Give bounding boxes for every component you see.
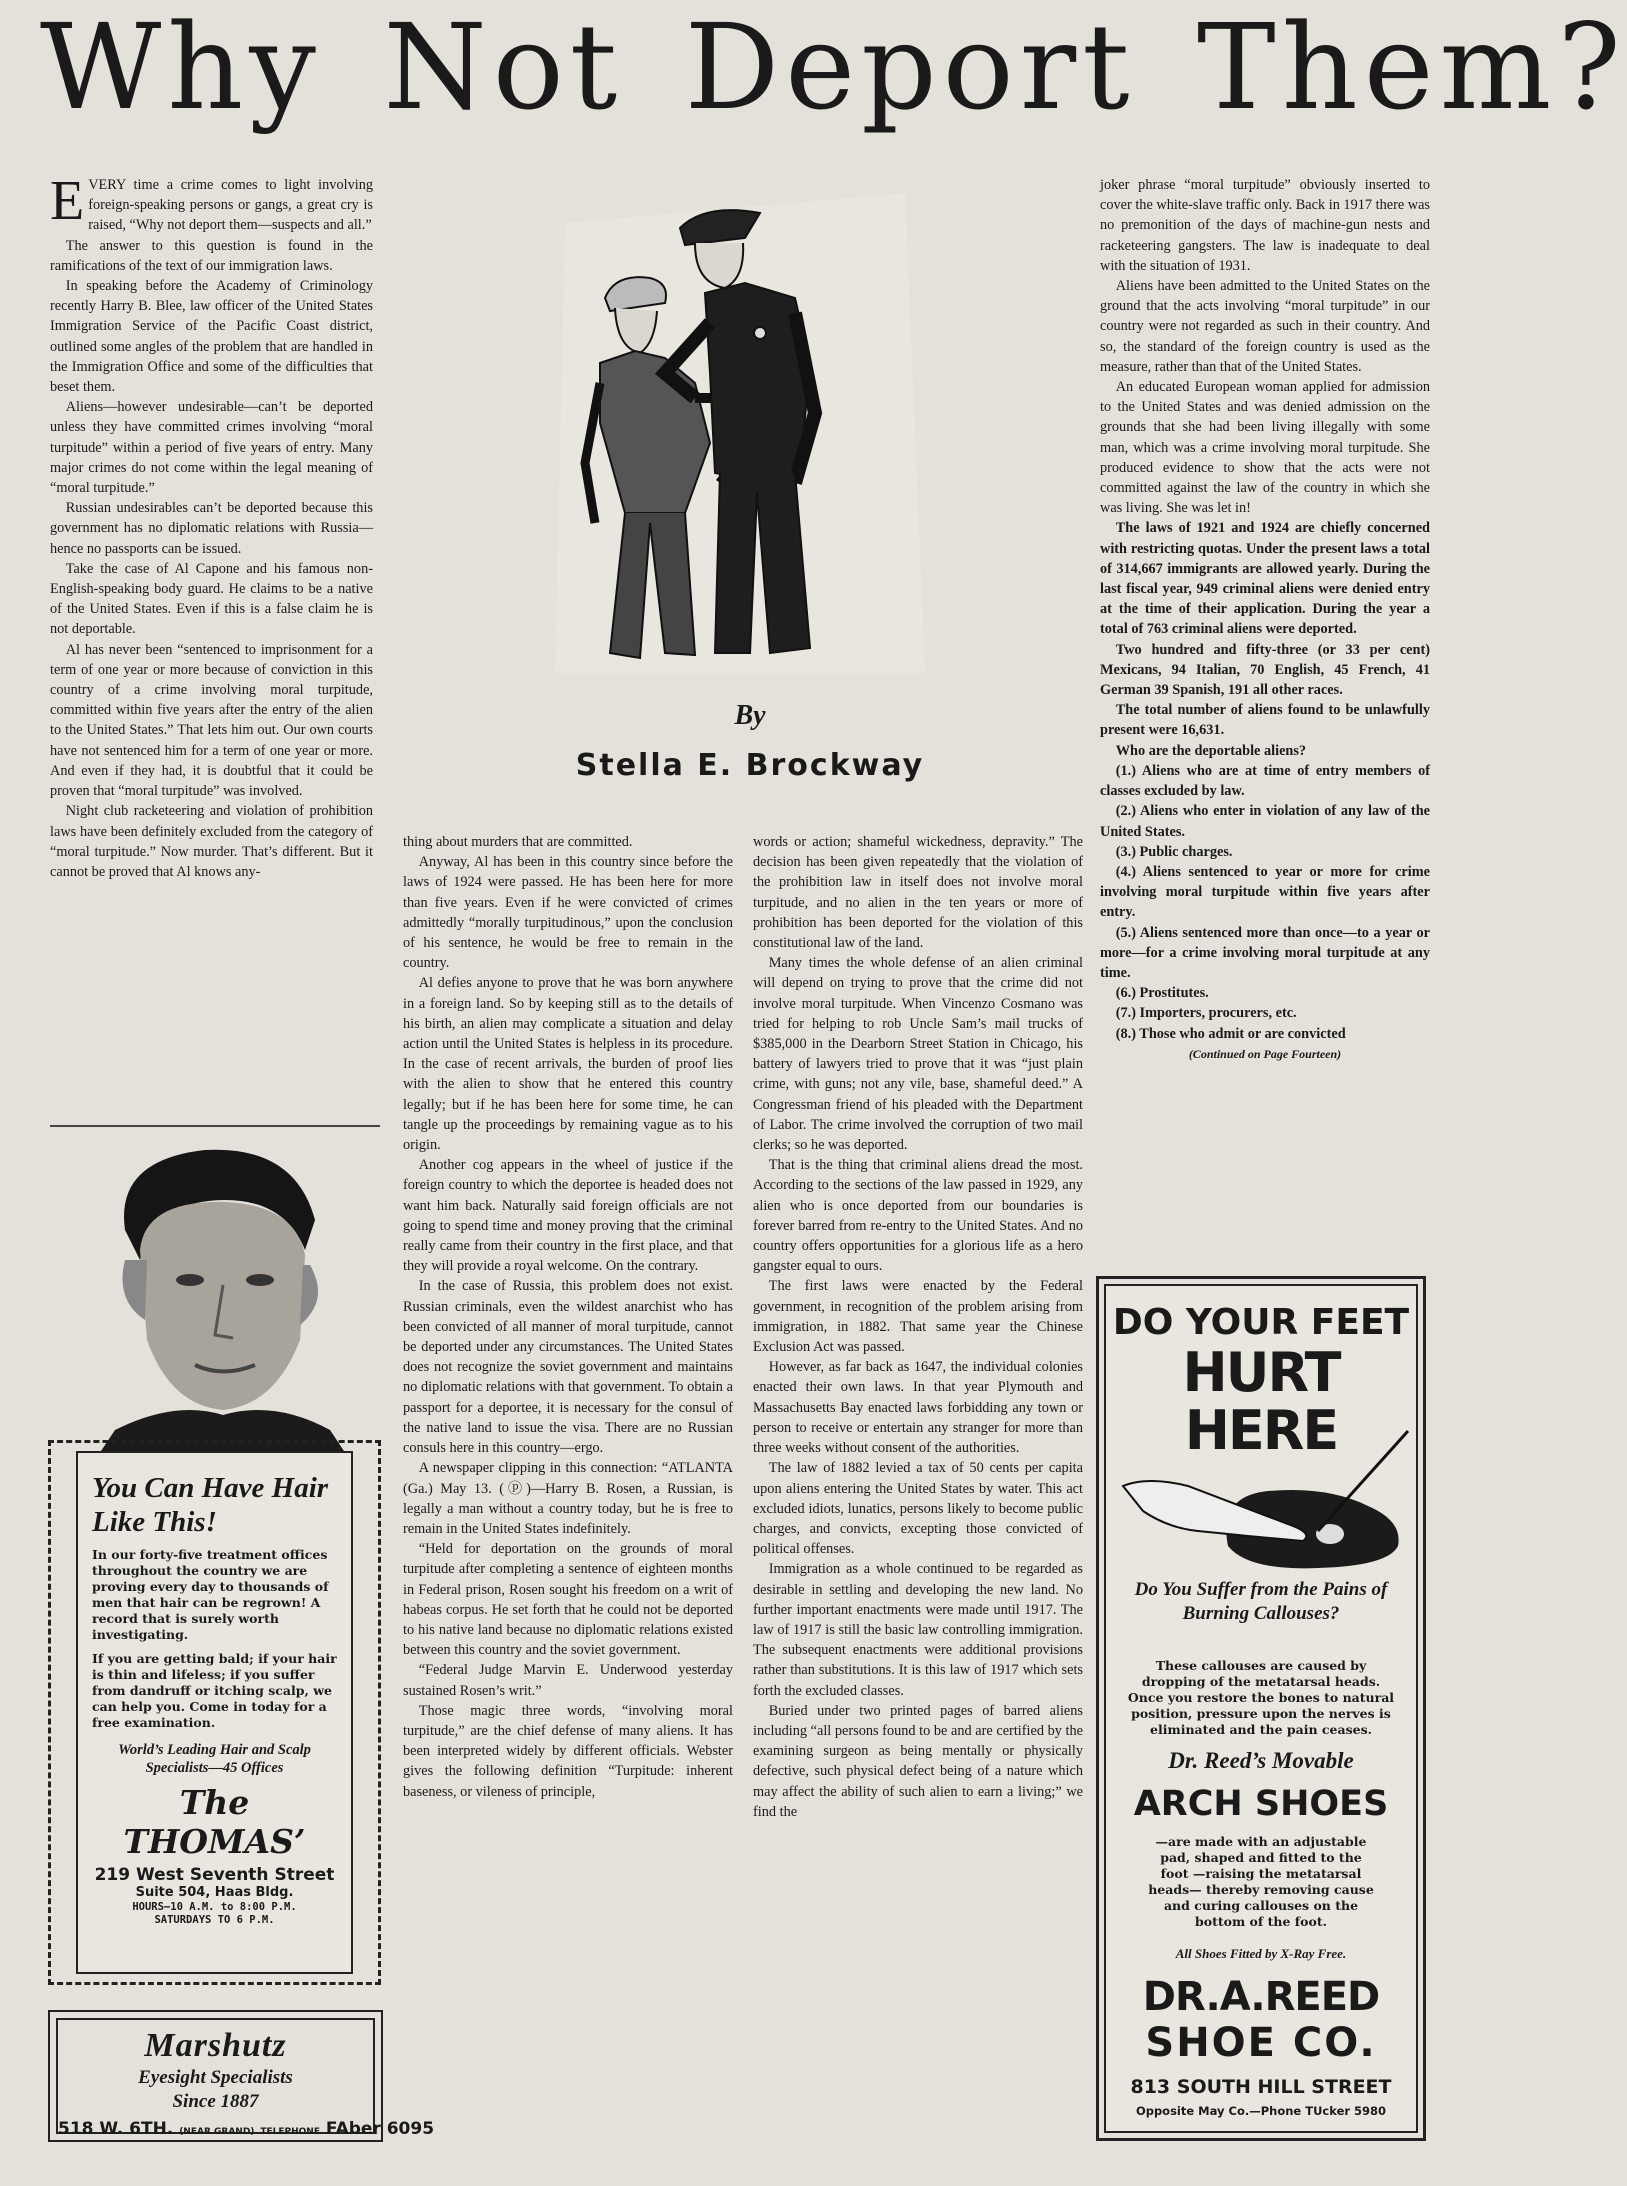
marshutz-near: (NEAR GRAND) [179, 2127, 255, 2137]
hair-ad-hours: HOURS—10 A.M. to 8:00 P.M. [132, 1901, 297, 1913]
hair-ad-tagline: World’s Leading Hair and Scalp Specialists—45 Offices [118, 1742, 311, 1776]
article-paragraph: Al has never been “sentenced to imprisonment for a term of one year or more because of conviction in this country of a crime involving moral turpitude, committed within five years after the entry of the alien to the United States.” That lets him out. Our own courts have not sentenced him for a term of one year or more. And even if they had, it is doubtful that it could be proven that “moral turpitude” was involved. [50, 641, 373, 800]
marshutz-address-line [58, 2118, 435, 2143]
article-column-2 [403, 832, 733, 2144]
marshutz-telephone-label: TELEPHONE [260, 2127, 320, 2137]
article-paragraph: An educated European woman applied for admission to the United States and was denied admission on the grounds that she had been living illegally with some man, which was a crime involving moral turpitude. She produced evidence to show that the acts were not committed against the law of the country in which she was living. She was let in! [1100, 379, 1430, 517]
man-portrait-photo [95, 1140, 350, 1460]
article-paragraph: The total number of aliens found to be unlawfully present were 16,631. [1100, 702, 1430, 739]
continued-note: (Continued on Page Fourteen) [1188, 1046, 1342, 1061]
hair-ad-inner [76, 1451, 353, 1974]
article-paragraph: (8.) Those who admit or are convicted [1115, 1025, 1346, 1042]
feet-ad-paragraph-1: These callouses are caused by dropping of the metatarsal heads. Once you restore the bones to natural position, pressure upon the nerves is eliminated and the pain ceases. [1127, 1658, 1395, 1737]
hair-ad [48, 1440, 381, 1985]
feet-ad-company-1: DR.A.REED [1142, 1974, 1380, 2020]
feet-ad-opposite: Opposite May Co.—Phone TUcker 5980 [1135, 2104, 1387, 2118]
article-paragraph: (5.) Aliens sentenced more than once—to a year or more—for a crime involving moral turpitude at any time. [1100, 924, 1430, 981]
marshutz-ad-inner [56, 2018, 435, 2139]
feet-ad-brand: Dr. Reed’s Movable [1168, 1748, 1354, 1773]
article-paragraph: words or action; shameful wickedness, depravity.” The decision has been given repeatedly that the violation of the prohibition law in itself does not involve moral turpitude, and no alien in the ten years or more of prohibition has been deported for the violation of this constitutional law of the land. [753, 834, 1083, 952]
hair-ad-saturday-hours: SATURDAYS TO 6 P.M. [154, 1914, 275, 1926]
article-paragraph: In the case of Russia, this problem does not exist. Russian criminals, even the wildest anarchist who has been convicted of all manner of moral turpitude, cannot be deported under any circumstances. The United States does not recognize the soviet government and maintains no diplomatic relations with that government. To obtain a passport for a deportee, it is necessary for the consul of the native land to issue the visa. There are no Russian consuls here in this country—ergo. [403, 1278, 733, 1457]
article-paragraph: (2.) Aliens who enter in violation of any law of the United States. [1100, 803, 1430, 840]
arch-shoes-ad-inner [1104, 1284, 1418, 2133]
article-paragraph: Immigration as a whole continued to be regarded as desirable in settling and developing the new land. No further important enactments were made until 1917. The law of 1917 is still the basic law controlling immigration. The subsequent enactments were additional provisions rather than substitutions. It is this law of 1917 which sets forth the excluded classes. [753, 1561, 1083, 1699]
article-paragraph: (7.) Importers, procurers, etc. [1115, 1005, 1297, 1022]
article-paragraph: “Held for deportation on the grounds of moral turpitude after completing a sentence of eighteen months in Federal prison, Rosen sought his freedom on a writ of habeas corpus. He set forth that he could not be deported to his native land because no diplomatic relations existed between this country and the soviet government. [403, 1541, 733, 1659]
article-paragraph: “Federal Judge Marvin E. Underwood yesterday sustained Rosen’s writ.” [403, 1662, 733, 1699]
article-paragraph: (6.) Prostitutes. [1115, 985, 1209, 1002]
pointing-hand-foot-icon [1118, 1416, 1418, 1581]
article-paragraph: Who are the deportable aliens? [1115, 742, 1307, 759]
article-paragraph: That is the thing that criminal aliens dread the most. According to the sections of the law passed in 1929, any alien who is once deported from our boundaries is forever barred from re-entry to the United States. And no country offers opportunities for a glorious life as a hero gangster equal to ours. [753, 1157, 1083, 1275]
article-paragraph: Buried under two printed pages of barred aliens including “all persons found to be and are certified by the examining surgeon as being mentally or physically defective, such physical defect being of a nature which may affect the ability of such alien to earn a living;” we find the [753, 1702, 1083, 1820]
police-arrest-illustration [545, 183, 930, 678]
hair-ad-paragraph-2: If you are getting bald; if your hair is thin and lifeless; if you suffer from dandruff or itching scalp, we can help you. Come in today for a free examination. [92, 1651, 337, 1730]
article-paragraph: The first laws were enacted by the Federal government, in recognition of the problem arising from immigration, in 1882. That same year the Chinese Exclusion Act was passed. [753, 1278, 1083, 1356]
article-column-1 [50, 170, 373, 1105]
article-paragraph: Another cog appears in the wheel of justice if the foreign country to which the deportee is headed does not want him back. Naturally said foreign officials are not going to spend time and money proving that the criminal really came from their country in the first place, and that they will provide a royal welcome. On the contrary. [403, 1157, 733, 1275]
article-paragraph: Two hundred and fifty-three (or 33 per cent) Mexicans, 94 Italian, 70 English, 45 French, 41 German 39 Spanish, 191 all other races. [1100, 641, 1430, 699]
article-paragraph: Those magic three words, “involving moral turpitude,” are the chief defense of many aliens. It has been interpreted widely by different officials. Webster gives the following definition “Turpitude: inherent baseness, or vileness of principle, [403, 1702, 733, 1800]
article-paragraph: Aliens—however undesirable—can’t be deported unless they have committed crimes involving “moral turpitude” within a period of five years of entry. Many major crimes do not come within the legal meaning of “moral turpitude.” [50, 399, 373, 497]
headline: Why Not Deport Them? [40, 0, 1627, 136]
article-paragraph: thing about murders that are committed. [403, 834, 633, 850]
feet-ad-company-2: SHOE CO. [1145, 2020, 1377, 2066]
marshutz-ad [48, 2010, 435, 2142]
article-paragraph: Aliens have been admitted to the United States on the ground that the acts involving “moral turpitude” in our country were not regarded as such in their country. And so, the standard of the foreign country is used as the measure, rather than that of the United States. [1100, 278, 1430, 375]
article-paragraph: (1.) Aliens who are at time of entry members of classes excluded by law. [1100, 762, 1430, 800]
article-paragraph: (4.) Aliens sentenced to year or more for crime involving moral turpitude within five years after entry. [1100, 863, 1430, 921]
article-paragraph: Take the case of Al Capone and his famous non-English-speaking body guard. He claims to be a native of the United States. Even if this is a false claim he is not deportable. [50, 560, 373, 638]
article-paragraph: In speaking before the Academy of Criminology recently Harry B. Blee, law officer of the United States Immigration Service of the Pacific Coast district, outlined some angles of the problem that are handled in the Immigration Office and some of the difficulties that beset them. [50, 278, 373, 396]
article-paragraph: A newspaper clipping in this connection: “ATLANTA (Ga.) May 13. (ⓟ)—Harry B. Rosen, a Russian, is legally a man without a country today, but he is free to remain in the United States indefinitely. [403, 1460, 733, 1537]
article-paragraph: Al defies anyone to prove that he was born anywhere in a foreign land. So by keeping still as to the details of his birth, an alien may complicate a situation and delay action until the United States is helpless in its procedure. In the case of recent arrivals, the burden of proof lies with the alien to show that he entered this country legally; but if he has been here for some time, he can tangle up the proceedings by remaining vague as to his origin. [403, 975, 733, 1154]
byline-author: Stella E. Brockway [575, 748, 925, 783]
marshutz-since: Since 1887 [172, 2091, 259, 2112]
article-paragraph: Russian undesirables can’t be deported because this government has no diplomatic relations with Russia—hence no passports can be issued. [50, 500, 373, 557]
hair-ad-paragraph-1: In our forty-five treatment offices throughout the country we are proving every day to thousands of men that hair can be regrown! A record that is surely worth investigating. [92, 1547, 329, 1642]
article-paragraph: joker phrase “moral turpitude” obviously inserted to cover the white-slave traffic only. Back in 1917 there was no premonition of the days of machine-gun nests and racketeering gangsters. The law is inadequate to deal with the situation of 1931. [1100, 177, 1430, 274]
marshutz-address: 518 W. 6TH. [58, 2119, 174, 2139]
article-paragraph: However, as far back as 1647, the individual colonies enacted their own laws. In that year Plymouth and Massachusetts Bay enacted laws forbidding any town or person to receive or entertain any stranger for more than three weeks without consent of the authorities. [753, 1359, 1083, 1457]
article-column-3 [753, 832, 1083, 2144]
hair-ad-suite: Suite 504, Haas Bldg. [135, 1885, 294, 1900]
feet-ad-product: ARCH SHOES [1133, 1784, 1389, 1824]
hair-ad-address: 219 West Seventh Street [94, 1865, 335, 1885]
feet-ad-question: Do You Suffer from the Pains of Burning Callouses? [1134, 1579, 1388, 1624]
feet-ad-xray: All Shoes Fitted by X-Ray Free. [1175, 1946, 1347, 1961]
feet-ad-street: 813 SOUTH HILL STREET [1130, 2076, 1392, 2098]
hair-ad-company: The THOMAS’ [123, 1783, 306, 1861]
article-paragraph: Night club racketeering and violation of prohibition laws have been definitely excluded from the category of “moral turpitude.” Now murder. That’s different. But it cannot be proved that Al knows any- [50, 803, 373, 880]
article-paragraph: Anyway, Al has been in this country since before the laws of 1924 were passed. He has been here for more than five years. Even if he were convicted of crimes admittedly “morally turpitudinous,” upon the conclusion of his sentence, he would be free to remain in the country. [403, 854, 733, 972]
feet-ad-headline-2: HURT HERE [1182, 1341, 1340, 1462]
arch-shoes-ad [1096, 1276, 1426, 2141]
article-paragraph: EVERY time a crime comes to light involving foreign-speaking persons or gangs, a great cry is raised, “Why not deport them—suspects and all.” [50, 170, 373, 234]
column-divider [50, 1125, 380, 1127]
article-column-4 [1100, 175, 1430, 1265]
feet-ad-paragraph-2: —are made with an adjustable pad, shaped and fitted to the foot —raising the metatarsal heads— thereby removing cause and curing callouses on the bottom of the foot. [1148, 1834, 1374, 1929]
marshutz-subtitle: Eyesight Specialists [138, 2067, 293, 2088]
article-paragraph: The laws of 1921 and 1924 are chiefly concerned with restricting quotas. Under the present laws a total of 314,667 immigrants are allowed yearly. During the last fiscal year, 949 criminal aliens were denied entry at the time of their application. During the year a total of 763 criminal aliens were deported. [1100, 520, 1430, 638]
byline-by: By [734, 700, 766, 731]
article-paragraph: Many times the whole defense of an alien criminal will depend on trying to prove that the crime did not involve moral turpitude. When Vincenzo Cosmano was tried for helping to rob Uncle Sam’s mail trucks of $385,000 in the Dearborn Street Station in Chicago, his battery of lawyers tried to prove that it was “just plain crime, with guns; not any vile, base, shameful deed.” A Congressman friend of his pleaded with the Department of Labor. The crime involved the corruption of two mail clerks; so he was deported. [753, 955, 1083, 1154]
article-paragraph: (3.) Public charges. [1115, 843, 1233, 860]
article-paragraph: The answer to this question is found in the ramifications of the text of our immigration laws. [50, 237, 373, 274]
marshutz-name: Marshutz [144, 2027, 287, 2064]
article-paragraph: The law of 1882 levied a tax of 50 cents per capita upon aliens entering the United States by water. This act excluded idiots, lunatics, persons likely to become public charges, and convicts, excepting those convicted of political offenses. [753, 1460, 1083, 1558]
hair-ad-headline: You Can Have Hair Like This! [92, 1472, 329, 1538]
marshutz-phone: FAber 6095 [325, 2119, 435, 2139]
feet-ad-headline-1: DO YOUR FEET [1112, 1302, 1410, 1343]
